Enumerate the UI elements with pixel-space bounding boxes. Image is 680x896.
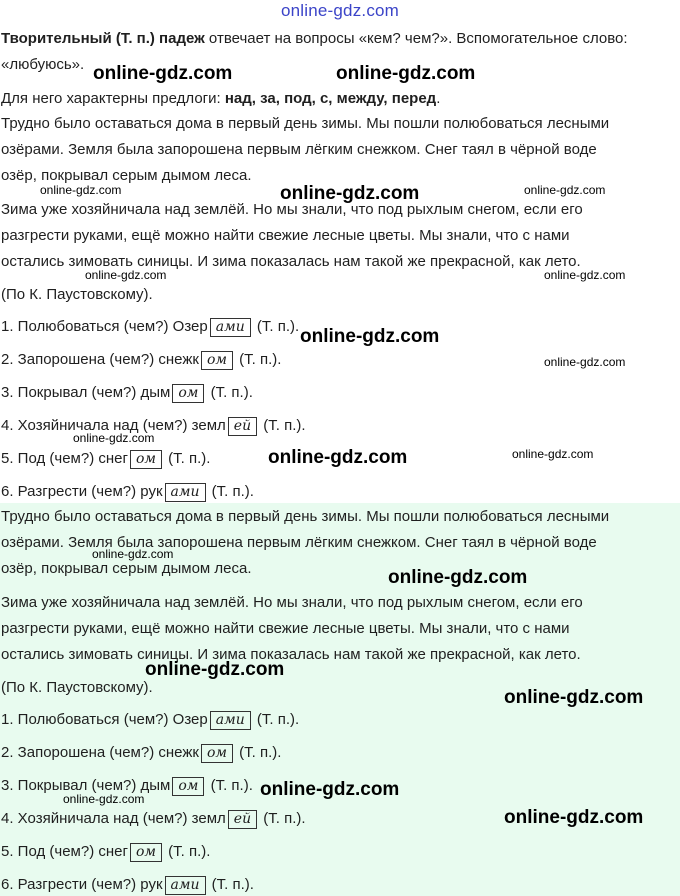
item-text: 4. Хозяйничала над (чем?) земл (1, 417, 226, 434)
ending-box: ом (172, 384, 204, 403)
item2-row (1, 875, 254, 895)
intro-line-3-end: . (436, 90, 441, 107)
watermark: online-gdz.com (63, 792, 145, 806)
ending-box: ей (228, 417, 257, 436)
item2-row (1, 842, 210, 862)
watermark: online-gdz.com (524, 183, 606, 197)
item-case: (Т. п.). (207, 876, 254, 893)
watermark: online-gdz.com (504, 807, 644, 828)
watermark: online-gdz.com (388, 567, 528, 588)
prepositions-list: над, за, под, с, между, перед (224, 90, 437, 107)
item-text: 1. Полюбоваться (чем?) Озер (1, 318, 208, 335)
item-case: (Т. п.). (206, 384, 253, 401)
text1-line: остались зимовать синицы. И зима показалась нам такой же прекрасной, как лето. (1, 253, 581, 270)
text2-line: остались зимовать синицы. И зима показалась нам такой же прекрасной, как лето. (1, 646, 581, 663)
watermark: online-gdz.com (544, 268, 626, 282)
item1-row (1, 482, 254, 502)
watermark: online-gdz.com (504, 687, 644, 708)
watermark: online-gdz.com (300, 326, 440, 347)
text2-line: Трудно было оставаться дома в первый день зимы. Мы пошли полюбоваться лесными (1, 508, 610, 525)
text1-line: Трудно было оставаться дома в первый день зимы. Мы пошли полюбоваться лесными (1, 115, 610, 132)
item1-row (1, 350, 281, 370)
item-case: (Т. п.). (207, 483, 254, 500)
text2-line: озёр, покрывал серым дымом леса. (1, 560, 252, 577)
ending-box: ей (228, 810, 257, 829)
item-text: 3. Покрывал (чем?) дым (1, 384, 171, 401)
item-case: (Т. п.). (234, 744, 282, 761)
item-case: (Т. п.). (206, 777, 253, 794)
ending-box: ами (210, 318, 251, 337)
text1-source: (По К. Паустовскому). (1, 286, 153, 303)
ending-box: ами (165, 483, 206, 502)
ending-box: ом (201, 351, 233, 370)
item2-row (1, 809, 306, 829)
ending-box: ами (210, 711, 251, 730)
text2-source: (По К. Паустовскому). (1, 679, 153, 696)
watermark: online-gdz.com (544, 355, 626, 369)
ending-box: ом (201, 744, 233, 763)
item-text: 6. Разгрести (чем?) рук (1, 876, 163, 893)
item-case: (Т. п.). (164, 450, 211, 467)
item-case: (Т. п.). (259, 417, 306, 434)
ending-box: ами (165, 876, 206, 895)
item-text: 3. Покрывал (чем?) дым (1, 777, 171, 794)
item-case: (Т. п.). (252, 318, 300, 335)
intro-line-1-text: отвечает на вопросы «кем? чем?». Вспомогательное слово: (204, 30, 628, 47)
item1-row (1, 449, 210, 469)
watermark: online-gdz.com (280, 183, 420, 204)
intro-line-3 (1, 89, 440, 109)
item-text: 6. Разгрести (чем?) рук (1, 483, 163, 500)
watermark: online-gdz.com (336, 63, 476, 84)
intro-line-3-text: Для него характерны предлоги: (1, 90, 225, 107)
item-case: (Т. п.). (252, 711, 300, 728)
watermark: online-gdz.com (92, 547, 174, 561)
header-watermark: online-gdz.com (280, 1, 400, 20)
text1-line: Зима уже хозяйничала над землёй. Но мы знали, что под рыхлым снегом, если его (1, 201, 583, 218)
item-text: 5. Под (чем?) снег (1, 450, 128, 467)
intro-bold-term: Творительный (Т. п.) падеж (1, 30, 205, 47)
text1-line: разгрести руками, ещё можно найти свежие лесные цветы. Мы знали, что с нами (1, 227, 570, 244)
intro-line-2: «любуюсь». (1, 56, 85, 73)
item-case: (Т. п.). (234, 351, 282, 368)
text2-line: Зима уже хозяйничала над землёй. Но мы знали, что под рыхлым снегом, если его (1, 594, 583, 611)
item1-row (1, 317, 299, 337)
watermark: online-gdz.com (93, 63, 233, 84)
item-text: 5. Под (чем?) снег (1, 843, 128, 860)
item-text: 4. Хозяйничала над (чем?) земл (1, 810, 226, 827)
item2-row (1, 743, 281, 763)
watermark: online-gdz.com (40, 183, 122, 197)
item-case: (Т. п.). (259, 810, 306, 827)
item-text: 2. Запорошена (чем?) снежк (1, 351, 199, 368)
ending-box: ом (130, 843, 162, 862)
ending-box: ом (172, 777, 204, 796)
intro-line-1 (1, 29, 628, 49)
item-text: 1. Полюбоваться (чем?) Озер (1, 711, 208, 728)
watermark: online-gdz.com (268, 447, 408, 468)
item2-row (1, 710, 299, 730)
watermark: online-gdz.com (260, 779, 400, 800)
watermark: online-gdz.com (85, 268, 167, 282)
text1-line: озёр, покрывал серым дымом леса. (1, 167, 252, 184)
item-case: (Т. п.). (164, 843, 211, 860)
watermark: online-gdz.com (512, 447, 594, 461)
ending-box: ом (130, 450, 162, 469)
text1-line: озёрами. Земля была запорошена первым лёгким снежком. Снег таял в чёрной воде (1, 141, 597, 158)
text2-line: разгрести руками, ещё можно найти свежие лесные цветы. Мы знали, что с нами (1, 620, 570, 637)
watermark: online-gdz.com (145, 659, 285, 680)
text2-line: озёрами. Земля была запорошена первым лёгким снежком. Снег таял в чёрной воде (1, 534, 597, 551)
item-text: 2. Запорошена (чем?) снежк (1, 744, 199, 761)
watermark: online-gdz.com (73, 431, 155, 445)
item1-row (1, 383, 253, 403)
